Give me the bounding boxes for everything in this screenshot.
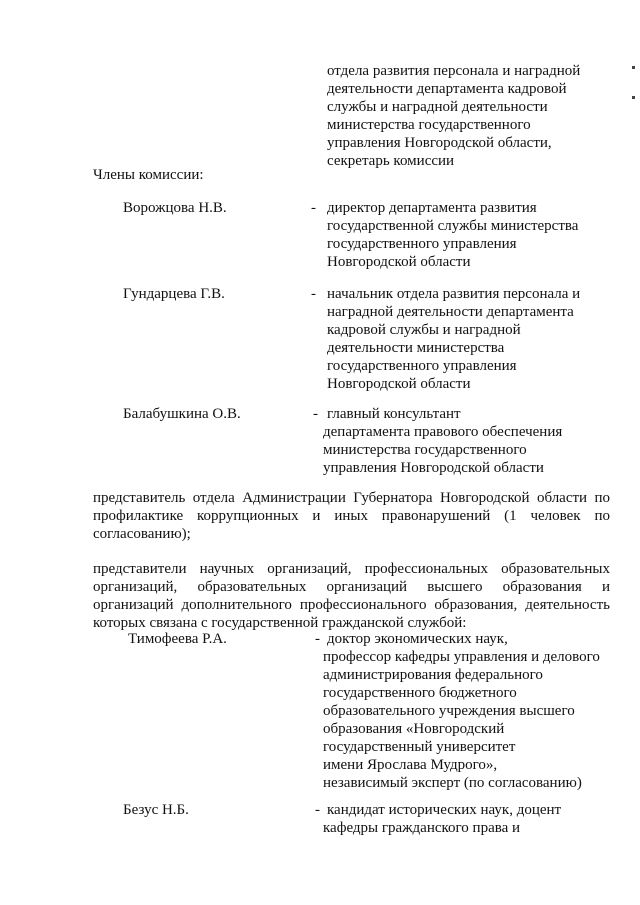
member-dash: - (313, 406, 318, 422)
expert-description-line: администрирования федерального (323, 667, 543, 683)
expert-dash: - (315, 802, 320, 818)
expert-description-line: образовательного учреждения высшего (323, 703, 575, 719)
secretary-line: управления Новгородской области, (327, 135, 552, 151)
expert-name: Тимофеева Р.А. (128, 631, 227, 647)
paragraph-line: организаций, образовательных организаций высшего образования и (93, 579, 610, 595)
secretary-line: секретарь комиссии (327, 153, 455, 169)
expert-dash: - (315, 631, 320, 647)
paragraph-line: профилактике коррупционных и иных правонарушений (1 человек по (93, 508, 610, 524)
member-description-line: начальник отдела развития персонала и (327, 286, 581, 302)
member-description-line: министерства государственного (323, 442, 527, 458)
member-description-line: государственного управления (327, 236, 517, 252)
member-dash: - (311, 286, 316, 302)
member-description-line: Новгородской области (327, 376, 471, 392)
paragraph-line: представитель отдела Администрации Губернатора Новгородской области по (93, 490, 610, 506)
member-name: Ворожцова Н.В. (123, 200, 227, 216)
expert-description-line: образования «Новгородский (323, 721, 505, 737)
member-description-line: главный консультант (327, 406, 461, 422)
expert-description-line: государственного бюджетного (323, 685, 517, 701)
expert-name: Безус Н.Б. (123, 802, 189, 818)
scan-artifact (632, 66, 635, 69)
paragraph-line: согласованию); (93, 526, 191, 542)
expert-description (323, 630, 600, 792)
paragraph-line: организаций дополнительного профессионального образования, деятельность (93, 597, 610, 613)
expert-description-line: государственный университет (323, 739, 516, 755)
member-description (323, 405, 562, 477)
member-description (327, 285, 580, 393)
member-description-line: департамента правового обеспечения (323, 424, 563, 440)
member-description-line: кадровой службы и наградной (327, 322, 521, 338)
scan-artifact (632, 96, 635, 99)
paragraph-line: которых связана с государственной гражданской службой: (93, 615, 467, 631)
expert-description-line: имени Ярослава Мудрого», (323, 757, 498, 773)
secretary-line: деятельности департамента кадровой (327, 81, 567, 97)
expert-description (323, 801, 561, 837)
member-description-line: наградной деятельности департамента (327, 304, 574, 320)
expert-description-line: кандидат исторических наук, доцент (327, 802, 562, 818)
expert-description-line: профессор кафедры управления и делового (323, 649, 600, 665)
member-name: Гундарцева Г.В. (123, 286, 225, 302)
science-representatives-paragraph (93, 560, 610, 632)
secretary-line: отдела развития персонала и наградной (327, 63, 581, 79)
expert-description-line: кафедры гражданского права и (323, 820, 521, 836)
secretary-line: службы и наградной деятельности (327, 99, 548, 115)
member-description (327, 199, 578, 271)
member-description-line: управления Новгородской области (323, 460, 544, 476)
expert-description-line: независимый эксперт (по согласованию) (323, 775, 582, 791)
member-description-line: государственного управления (327, 358, 517, 374)
secretary-description (327, 62, 580, 170)
expert-description-line: доктор экономических наук, (327, 631, 508, 647)
members-heading: Члены комиссии: (93, 167, 204, 183)
paragraph-line: представители научных организаций, профессиональных образовательных (93, 561, 610, 577)
secretary-line: министерства государственного (327, 117, 531, 133)
member-description-line: деятельности министерства (327, 340, 505, 356)
governor-representative-paragraph (93, 489, 610, 543)
member-description-line: государственной службы министерства (327, 218, 579, 234)
member-description-line: директор департамента развития (327, 200, 537, 216)
member-name: Балабушкина О.В. (123, 406, 241, 422)
member-dash: - (311, 200, 316, 216)
member-description-line: Новгородской области (327, 254, 471, 270)
